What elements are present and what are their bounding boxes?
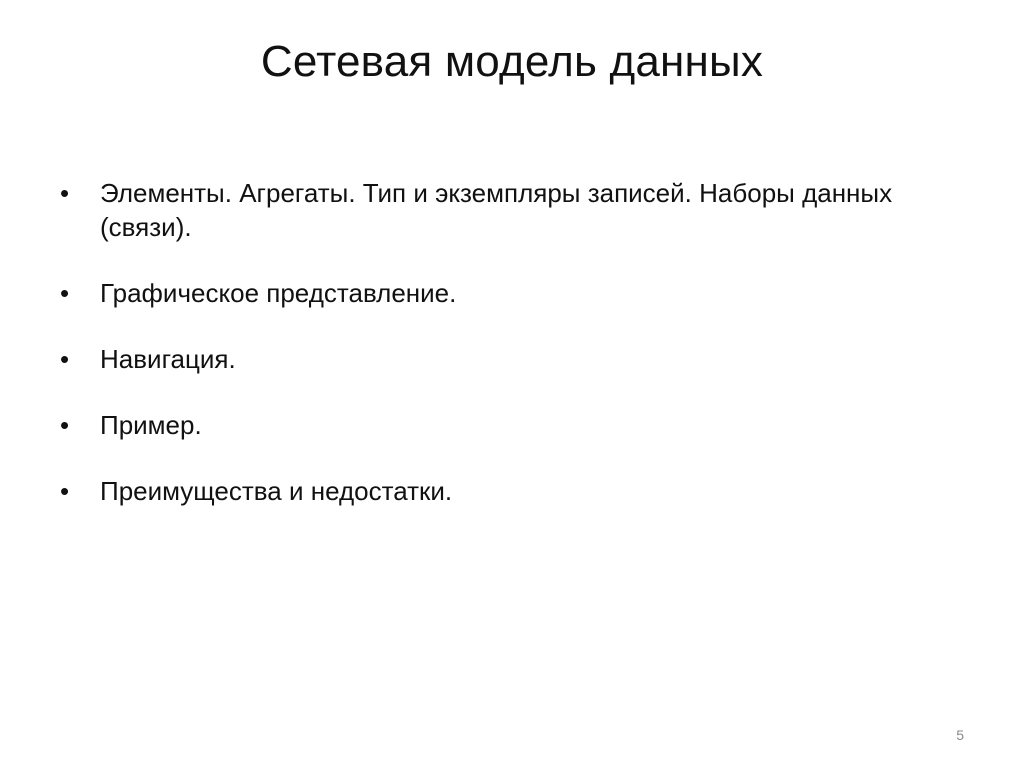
bullet-item — [60, 408, 950, 442]
bullet-item — [60, 342, 950, 376]
bullet-item — [60, 474, 950, 508]
bullet-item — [60, 276, 950, 310]
slide-title: Сетевая модель данных — [260, 37, 764, 86]
bullet-text: Преимущества и недостатки. — [100, 476, 453, 506]
slide-number: 5 — [956, 727, 964, 743]
bullet-text: Графическое представление. — [100, 278, 457, 308]
bullet-text: Пример. — [100, 410, 202, 440]
bullet-marker: • — [60, 178, 70, 208]
bullet-list — [60, 176, 950, 540]
bullet-text: Навигация. — [100, 344, 236, 374]
bullet-marker: • — [60, 410, 70, 440]
bullet-marker: • — [60, 344, 70, 374]
bullet-marker: • — [60, 476, 70, 506]
bullet-marker: • — [60, 278, 70, 308]
bullet-item — [60, 176, 950, 244]
bullet-text: Элементы. Агрегаты. Тип и экземпляры записей. Наборы данных (связи). — [100, 178, 893, 242]
